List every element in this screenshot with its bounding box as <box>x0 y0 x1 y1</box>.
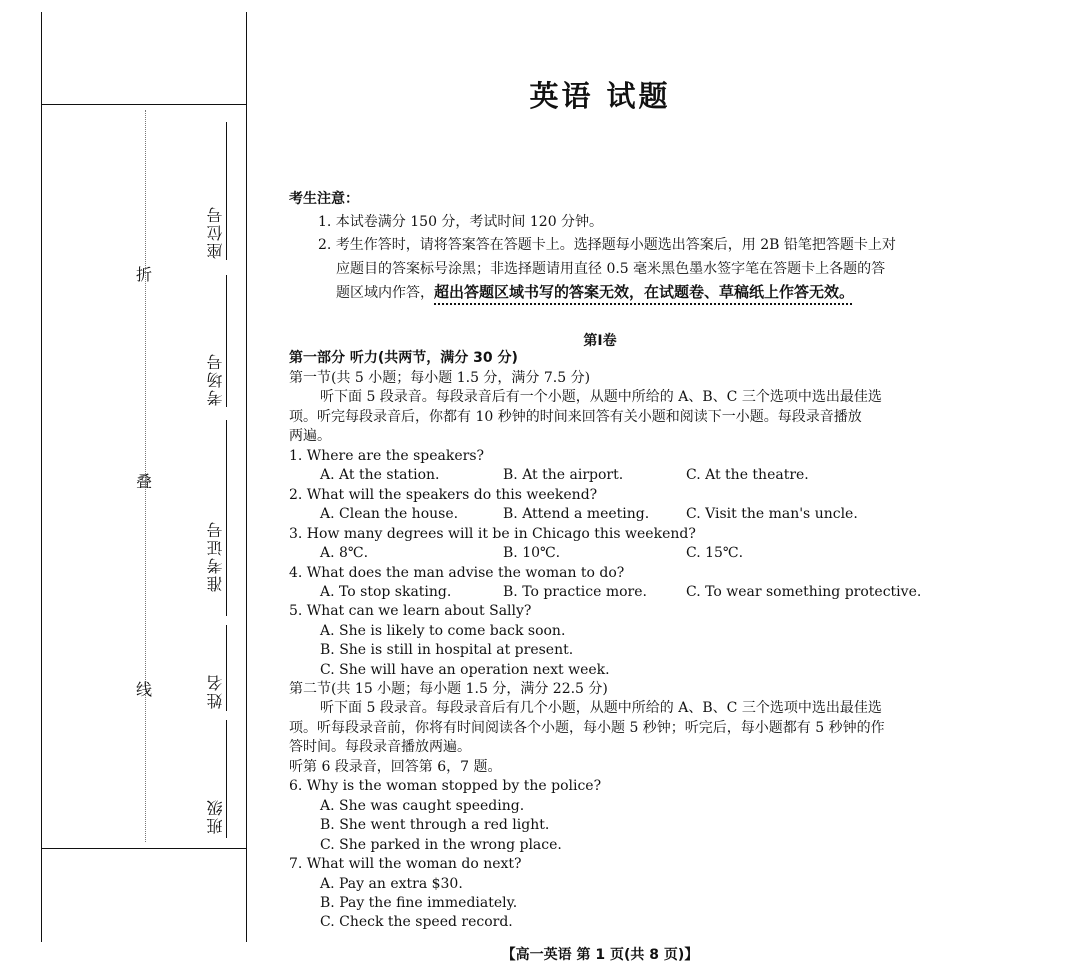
question-7-option-c: C. Check the speed record. <box>320 914 513 930</box>
question-6-option-b: B. She went through a red light. <box>320 817 550 833</box>
notice-item-2-line-2: 应题目的答案标号涂黑；非选择题请用直径 0.5 毫米黑色墨水签字笔在答题卡上各题的答 <box>336 261 886 277</box>
margin-line-inner <box>246 12 247 942</box>
name-label: 姓名 <box>206 673 225 709</box>
class-label: 班级 <box>206 798 225 834</box>
question-5-option-c: C. She will have an operation next week. <box>320 662 610 678</box>
fold-label-1: 折 <box>136 265 153 284</box>
margin-line-outer <box>41 12 42 942</box>
section1-instructions-2: 项。听完每段录音后，你都有 10 秒钟的时间来回答有关小题和阅读下一小题。每段录音播放 <box>289 409 862 425</box>
question-3-option-b: B. 10℃. <box>503 545 561 561</box>
margin-bottom-divider <box>41 848 247 849</box>
notice-item-2-line-3-text: 题区域内作答， <box>336 285 434 301</box>
question-5-option-b: B. She is still in hospital at present. <box>320 642 574 658</box>
notice-emphasis: 超出答题区域书写的答案无效，在试题卷、草稿纸上作答无效。 <box>434 283 855 301</box>
question-1-option-a: A. At the station. <box>320 467 440 483</box>
section1-heading: 第一节(共 5 小题；每小题 1.5 分，满分 7.5 分) <box>289 370 591 386</box>
section2-heading: 第二节(共 15 小题；每小题 1.5 分，满分 22.5 分) <box>289 681 608 697</box>
section1-instructions-3: 两遍。 <box>289 428 331 444</box>
question-1-option-c: C. At the theatre. <box>686 467 809 483</box>
section1-instructions-1: 听下面 5 段录音。每段录音后有一个小题，从题中所给的 A、B、C 三个选项中选出最佳选 <box>320 389 882 405</box>
notice-item-2-line-1: 2. 考生作答时，请将答案答在答题卡上。选择题每小题选出答案后，用 2B 铅笔把答题卡上对 <box>318 237 896 253</box>
section2-instructions-2: 项。听每段录音前，你将有时间阅读各个小题，每小题 5 秒钟；听完后，每小题都有 5 秒钟的作 <box>289 720 885 736</box>
exam-room-label: 考场号 <box>206 352 225 406</box>
question-3: 3. How many degrees will it be in Chicago this weekend? <box>289 526 696 542</box>
page-footer: 【高一英语 第 1 页(共 8 页)】 <box>501 947 699 963</box>
question-4-option-a: A. To stop skating. <box>320 584 452 600</box>
section2-instructions-1: 听下面 5 段录音。每段录音后有几个小题，从题中所给的 A、B、C 三个选项中选出最佳选 <box>320 700 882 716</box>
question-2-option-b: B. Attend a meeting. <box>503 506 650 522</box>
question-1-option-b: B. At the airport. <box>503 467 624 483</box>
question-1: 1. Where are the speakers? <box>289 448 485 464</box>
page-title: 英语 试题 <box>529 79 671 113</box>
question-5-option-a: A. She is likely to come back soon. <box>320 623 566 639</box>
question-7-option-b: B. Pay the fine immediately. <box>320 895 518 911</box>
ticket-number-field[interactable] <box>226 420 227 616</box>
question-4-option-b: B. To practice more. <box>503 584 647 600</box>
notice-item-2-line-3 <box>336 283 854 303</box>
question-2-option-c: C. Visit the man's uncle. <box>686 506 858 522</box>
question-2-option-a: A. Clean the house. <box>320 506 459 522</box>
fold-label-3: 线 <box>136 680 153 699</box>
question-7: 7. What will the woman do next? <box>289 856 522 872</box>
volume-heading: 第Ⅰ卷 <box>583 333 617 349</box>
seat-number-label: 座位号 <box>206 205 225 259</box>
question-6-option-c: C. She parked in the wrong place. <box>320 837 562 853</box>
seat-number-field[interactable] <box>226 122 227 260</box>
ticket-number-label: 准考证号 <box>206 520 225 592</box>
question-6: 6. Why is the woman stopped by the police? <box>289 778 602 794</box>
question-2: 2. What will the speakers do this weekend? <box>289 487 598 503</box>
part1-heading: 第一部分 听力(共两节，满分 30 分) <box>289 350 518 366</box>
class-field[interactable] <box>226 720 227 838</box>
question-3-option-a: A. 8℃. <box>320 545 369 561</box>
question-6-option-a: A. She was caught speeding. <box>320 798 525 814</box>
notice-heading: 考生注意： <box>289 191 359 207</box>
question-4-option-c: C. To wear something protective. <box>686 584 922 600</box>
question-7-option-a: A. Pay an extra $30. <box>320 876 463 892</box>
name-field[interactable] <box>226 625 227 711</box>
question-4: 4. What does the man advise the woman to do? <box>289 565 625 581</box>
question-3-option-c: C. 15℃. <box>686 545 744 561</box>
fold-label-2: 叠 <box>136 472 153 491</box>
section2-instructions-3: 答时间。每段录音播放两遍。 <box>289 739 471 755</box>
notice-item-1: 1. 本试卷满分 150 分，考试时间 120 分钟。 <box>318 214 604 230</box>
question-5: 5. What can we learn about Sally? <box>289 603 532 619</box>
segment-6-instruction: 听第 6 段录音，回答第 6，7 题。 <box>289 759 502 775</box>
